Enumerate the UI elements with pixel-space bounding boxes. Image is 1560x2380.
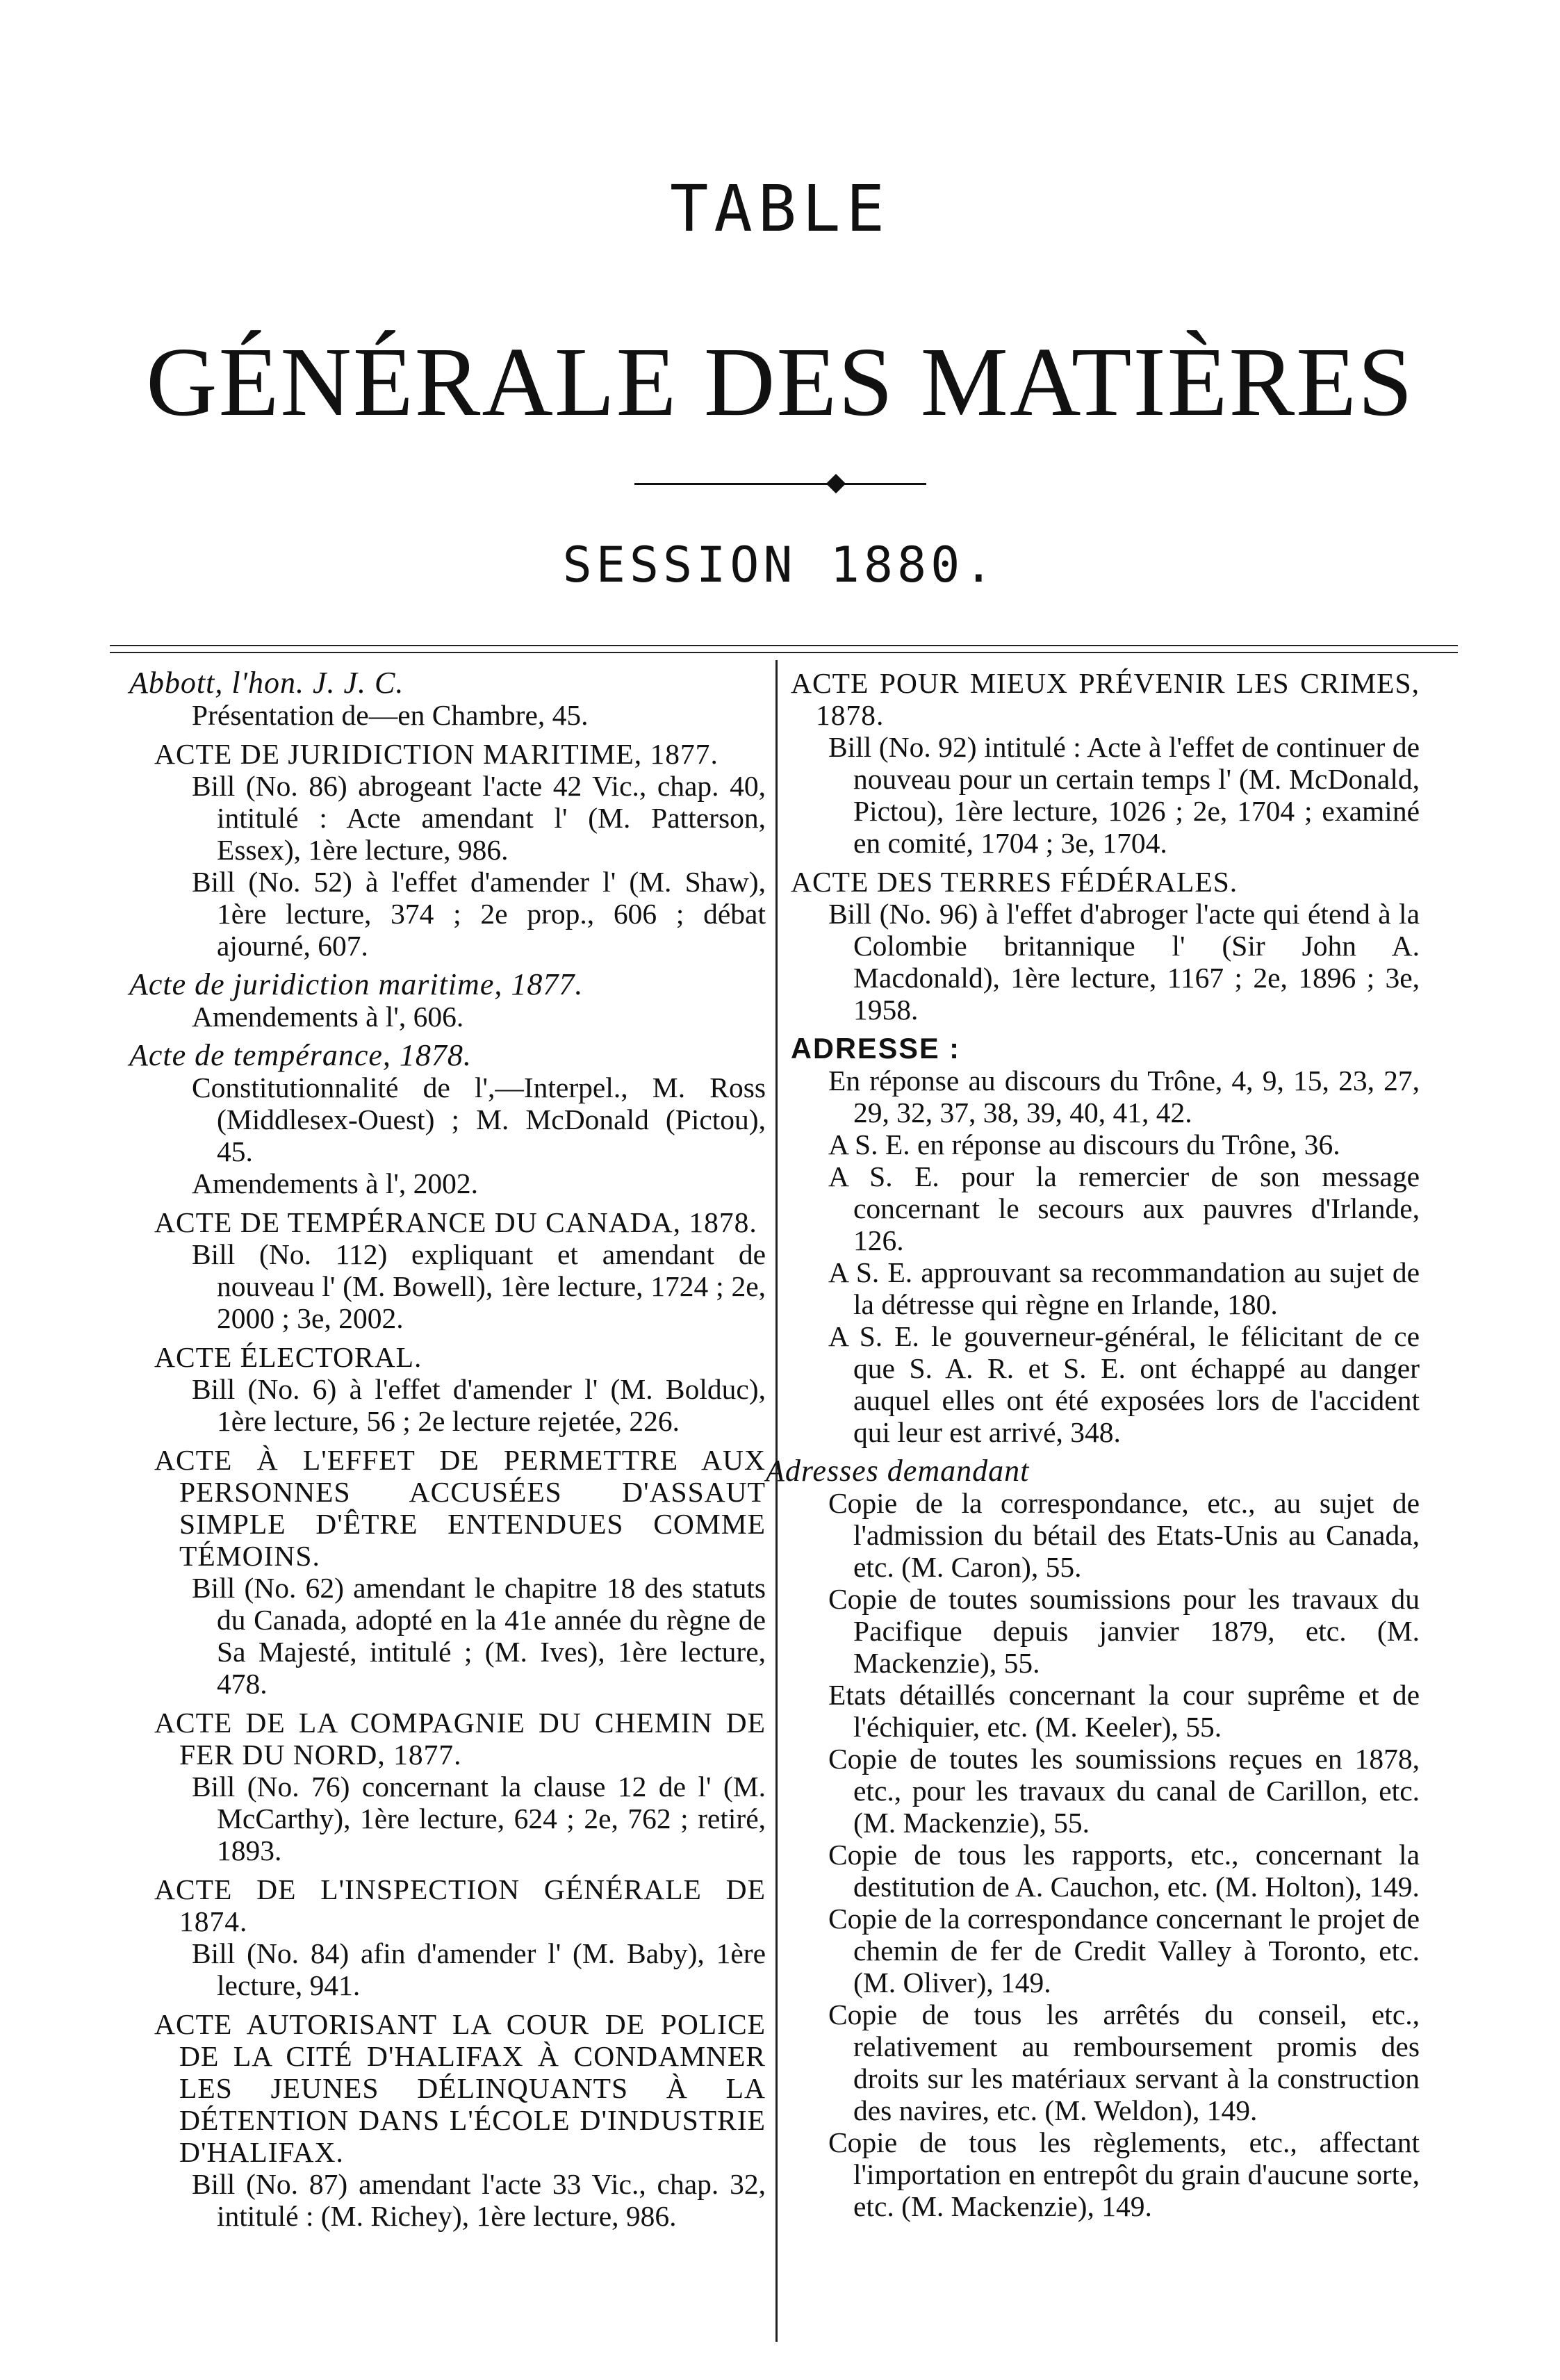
index-subentry: Bill (No. 112) expliquant et amendant de nouveau l' (M. Bowell), 1ère lecture, 1724 ; 2e, 2000 ; 3e, 2002. [192, 1238, 766, 1334]
index-subentry: Copie de tous les règlements, etc., affectant l'importation en entrepôt du grain d'aucune sorte, etc. (M. Mackenzie), 149. [828, 2126, 1420, 2222]
index-heading-italic: Abbott, l'hon. J. J. C. [129, 666, 404, 700]
index-subentry: Copie de la correspondance concernant le projet de chemin de fer de Credit Valley à Toronto, etc. (M. Oliver), 149. [828, 1903, 1420, 1999]
index-heading: ACTE POUR MIEUX PRÉVENIR LES CRIMES, 1878. [791, 667, 1420, 731]
index-heading: ACTE AUTORISANT LA COUR DE POLICE DE LA CITÉ D'HALIFAX À CONDAMNER LES JEUNES DÉLINQUANTS À LA DÉTENTION DANS L'ÉCOLE D'INDUSTRIE D'HALIFAX. [154, 2008, 766, 2168]
index-subentry: Copie de la correspondance, etc., au sujet de l'admission du bétail des Etats-Unis au Canada, etc. (M. Caron), 55. [828, 1487, 1420, 1583]
index-subentry: Bill (No. 96) à l'effet d'abroger l'acte qui étend à la Colombie britannique l' (Sir John A. Macdonald), 1ère lecture, 1167 ; 2e, 1896 ; 3e, 1958. [828, 898, 1420, 1026]
index-heading: ACTE DE TEMPÉRANCE DU CANADA, 1878. [154, 1206, 757, 1238]
index-heading: ACTE DES TERRES FÉDÉRALES. [791, 866, 1238, 898]
index-subentry: Copie de toutes les soumissions reçues en 1878, etc., pour les travaux du canal de Carillon, etc. (M. Mackenzie), 55. [828, 1743, 1420, 1839]
left-column [129, 666, 766, 2232]
ornament-divider [634, 482, 926, 486]
index-subentry: Etats détaillés concernant la cour suprême et de l'échiquier, etc. (M. Keeler), 55. [828, 1679, 1420, 1743]
index-heading-italic: Adresses demandant [766, 1454, 1030, 1488]
index-subentry: Copie de toutes soumissions pour les travaux du Pacifique depuis janvier 1879, etc. (M. Mackenzie), 55. [828, 1583, 1420, 1679]
index-subentry: Amendements à l', 606. [192, 1001, 464, 1033]
index-heading: ACTE DE LA COMPAGNIE DU CHEMIN DE FER DU NORD, 1877. [154, 1707, 766, 1771]
index-subentry: A S. E. approuvant sa recommandation au sujet de la détresse qui règne en Irlande, 180. [828, 1256, 1420, 1320]
index-heading: ACTE ÉLECTORAL. [154, 1341, 422, 1373]
index-subentry: Bill (No. 52) à l'effet d'amender l' (M. Shaw), 1ère lecture, 374 ; 2e prop., 606 ; débat ajourné, 607. [192, 866, 766, 962]
index-heading: ACTE À L'EFFET DE PERMETTRE AUX PERSONNES ACCUSÉES D'ASSAUT SIMPLE D'ÊTRE ENTENDUES COMME TÉMOINS. [154, 1444, 766, 1572]
index-heading: ACTE DE L'INSPECTION GÉNÉRALE DE 1874. [154, 1873, 766, 1937]
index-heading-italic: Acte de tempérance, 1878. [129, 1038, 472, 1072]
title-table: TABLE [670, 172, 890, 246]
index-heading-italic: Acte de juridiction maritime, 1877. [129, 967, 584, 1001]
index-subentry: Bill (No. 84) afin d'amender l' (M. Baby), 1ère lecture, 941. [192, 1937, 766, 2001]
index-subentry: A S. E. le gouverneur-général, le félicitant de ce que S. A. R. et S. E. ont échappé au danger auquel elles ont été exposées lors de l'accident qui leur est arrivé, 348. [828, 1320, 1420, 1448]
index-subentry: Amendements à l', 2002. [192, 1167, 479, 1199]
index-subentry: A S. E. pour la remercier de son message concernant le secours aux pauvres d'Irlande, 126. [828, 1160, 1420, 1256]
index-heading-bold: ADRESSE : [791, 1032, 960, 1065]
index-subentry: A S. E. en réponse au discours du Trône, 36. [828, 1129, 1340, 1160]
right-column [766, 667, 1420, 2222]
session-heading: SESSION 1880. [562, 536, 998, 593]
index-subentry: Bill (No. 87) amendant l'acte 33 Vic., chap. 32, intitulé : (M. Richey), 1ère lecture, 986. [192, 2168, 766, 2232]
index-subentry: En réponse au discours du Trône, 4, 9, 15, 23, 27, 29, 32, 37, 38, 39, 40, 41, 42. [828, 1065, 1420, 1129]
index-heading: ACTE DE JURIDICTION MARITIME, 1877. [154, 738, 719, 770]
double-rule-bottom [110, 652, 1458, 653]
index-subentry: Présentation de—en Chambre, 45. [192, 699, 589, 731]
index-subentry: Copie de tous les rapports, etc., concernant la destitution de A. Cauchon, etc. (M. Holton), 149. [828, 1839, 1420, 1903]
index-subentry: Bill (No. 92) intitulé : Acte à l'effet de continuer de nouveau pour un certain temps l' (M. McDonald, Pictou), 1ère lecture, 1026 ; 2e, 1704 ; examiné en comité, 1704 ; 3e, 1704. [828, 731, 1420, 859]
index-subentry: Bill (No. 76) concernant la clause 12 de l' (M. McCarthy), 1ère lecture, 624 ; 2e, 762 ; retiré, 1893. [192, 1771, 766, 1866]
column-separator [775, 660, 778, 2342]
index-subentry: Bill (No. 6) à l'effet d'amender l' (M. Bolduc), 1ère lecture, 56 ; 2e lecture rejetée, 226. [192, 1373, 766, 1437]
index-subentry: Bill (No. 86) abrogeant l'acte 42 Vic., chap. 40, intitulé : Acte amendant l' (M. Patterson, Essex), 1ère lecture, 986. [192, 770, 766, 866]
index-subentry: Copie de tous les arrêtés du conseil, etc., relativement au remboursement promis des droits sur les matériaux servant à la construction des navires, etc. (M. Weldon), 149. [828, 1999, 1420, 2126]
index-subentry: Constitutionnalité de l',—Interpel., M. Ross (Middlesex-Ouest) ; M. McDonald (Pictou), 45. [192, 1072, 766, 1167]
double-rule-top [110, 645, 1458, 646]
title-main: GÉNÉRALE DES MATIÈRES [146, 327, 1414, 436]
index-subentry: Bill (No. 62) amendant le chapitre 18 des statuts du Canada, adopté en la 41e année du règne de Sa Majesté, intitulé ; (M. Ives), 1ère lecture, 478. [192, 1572, 766, 1700]
